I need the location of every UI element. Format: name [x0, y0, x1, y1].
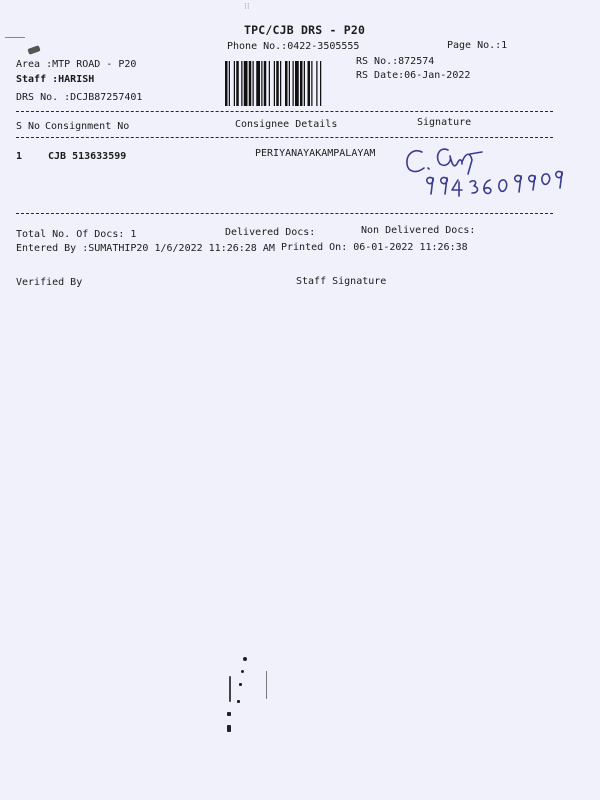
barcode	[225, 61, 346, 106]
barcode-bar	[234, 61, 235, 106]
barcode-bar	[244, 61, 248, 106]
scan-smudge	[27, 45, 40, 55]
barcode-bar	[236, 61, 239, 106]
barcode-bar	[229, 61, 230, 106]
verified-by: Verified By	[16, 277, 83, 288]
scan-speck	[227, 712, 231, 716]
phone-number: Phone No.:0422-3505555	[227, 41, 360, 52]
page-number: Page No.:1	[447, 40, 508, 51]
printed-on: Printed On: 06-01-2022 11:26:38	[281, 242, 468, 253]
drs-number: DRS No. :DCJB87257401	[16, 92, 143, 103]
barcode-bar	[308, 61, 311, 106]
barcode-bar	[311, 61, 312, 106]
scan-speck	[229, 676, 231, 702]
barcode-bar	[264, 61, 267, 106]
scan-speck	[239, 683, 242, 686]
staff-label: Staff :HARISH	[16, 74, 95, 85]
delivered-docs: Delivered Docs:	[225, 227, 316, 238]
barcode-bar	[253, 61, 254, 106]
document-title: TPC/CJB DRS - P20	[244, 23, 366, 37]
barcode-bar	[289, 61, 290, 106]
barcode-bar	[276, 61, 279, 106]
barcode-bar	[269, 61, 270, 106]
column-header-consignment: Consignment No	[45, 121, 130, 132]
barcode-bar	[249, 61, 252, 106]
entered-by: Entered By :SUMATHIP20 1/6/2022 11:26:28 AM	[16, 243, 275, 254]
table-row-sno: 1	[16, 151, 23, 162]
barcode-bar	[225, 61, 228, 106]
table-row-consignment: CJB 513633599	[48, 151, 127, 162]
barcode-bar	[256, 61, 260, 106]
barcode-bar	[320, 61, 321, 106]
barcode-bar	[295, 61, 299, 106]
column-header-consignee: Consignee Details	[235, 119, 338, 130]
scan-speck	[266, 671, 267, 699]
barcode-bar	[316, 61, 317, 106]
handwritten-signature	[400, 138, 565, 210]
scan-mark: ⁝⁝	[244, 2, 250, 12]
staff-signature: Staff Signature	[296, 276, 387, 287]
barcode-bar	[285, 61, 288, 106]
barcode-bar	[300, 61, 303, 106]
barcode-bar	[304, 61, 305, 106]
barcode-bar	[280, 61, 281, 106]
barcode-bar	[293, 61, 294, 106]
barcode-bar	[274, 61, 275, 106]
column-header-signature: Signature	[417, 117, 472, 128]
scan-speck	[237, 700, 240, 703]
scan-speck	[241, 670, 244, 673]
non-delivered-docs: Non Delivered Docs:	[361, 225, 476, 236]
barcode-bar	[261, 61, 262, 106]
barcode-bar	[241, 61, 242, 106]
area-label: Area :MTP ROAD - P20	[16, 59, 137, 70]
scan-speck	[227, 725, 231, 732]
table-row-consignee: PERIYANAYAKAMPALAYAM	[255, 148, 376, 159]
rs-number: RS No.:872574	[356, 56, 435, 67]
divider	[16, 111, 553, 112]
divider	[16, 213, 553, 214]
column-header-sno: S No	[16, 121, 41, 132]
scan-smudge	[5, 37, 25, 38]
scan-speck	[243, 657, 247, 661]
rs-date: RS Date:06-Jan-2022	[356, 70, 471, 81]
total-docs: Total No. Of Docs: 1	[16, 229, 137, 240]
